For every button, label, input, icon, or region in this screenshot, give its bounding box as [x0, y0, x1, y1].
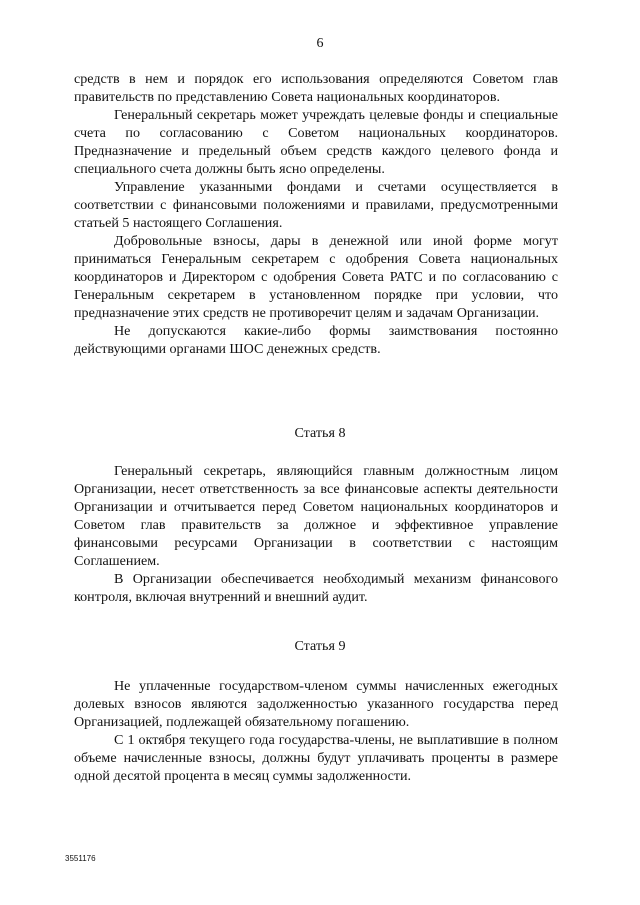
paragraph: Не допускаются какие-либо формы заимствования постоянно действующими органами ШОС денежных средств.: [74, 323, 558, 357]
paragraph: Генеральный секретарь может учреждать целевые фонды и специальные счета по согласованию с Советом национальных координаторов. Предназначение и предельный объем средств каждого целевого фонда и специального счета должны быть ясно определены.: [74, 107, 558, 177]
paragraph: Не уплаченные государством-членом суммы начисленных ежегодных долевых взносов являются задолженностью указанного государства перед Организацией, подлежащей обязательному погашению.: [74, 678, 558, 730]
paragraph: В Организации обеспечивается необходимый механизм финансового контроля, включая внутренний и внешний аудит.: [74, 571, 558, 605]
paragraph: средств в нем и порядок его использования определяются Советом глав правительств по представлению Совета национальных координаторов.: [74, 71, 558, 105]
page-number: 6: [316, 36, 324, 51]
article-9-body: [74, 677, 558, 785]
paragraph: С 1 октября текущего года государства-члены, не выплатившие в полном объеме начисленные взносы, должны будут уплачивать проценты в размере одной десятой процента в месяц суммы задолженности.: [74, 732, 558, 784]
article-9-heading: Статья 9: [294, 638, 346, 654]
document-code: 3551176: [65, 854, 96, 863]
article-8-body: [74, 462, 558, 606]
paragraph: Генеральный секретарь, являющийся главным должностным лицом Организации, несет ответственность за все финансовые аспекты деятельности Организации и отчитывается перед Советом национальных координаторов и Советом глав правительств за должное и эффективное управление финансовыми ресурсами Организации в соответствии с настоящим Соглашением.: [74, 463, 558, 569]
continuation-section: [74, 70, 558, 358]
paragraph: Управление указанными фондами и счетами осуществляется в соответствии с финансовыми положениями и правилами, предусмотренными статьей 5 настоящего Соглашения.: [74, 179, 558, 231]
article-8-heading: Статья 8: [294, 425, 346, 441]
paragraph: Добровольные взносы, дары в денежной или иной форме могут приниматься Генеральным секретарем с одобрения Совета национальных координаторов и Директором с одобрения Совета РАТС и по согласованию с Генеральным секретарем в установленном порядке при условии, что предназначение этих средств не противоречит целям и задачам Организации.: [74, 233, 558, 321]
